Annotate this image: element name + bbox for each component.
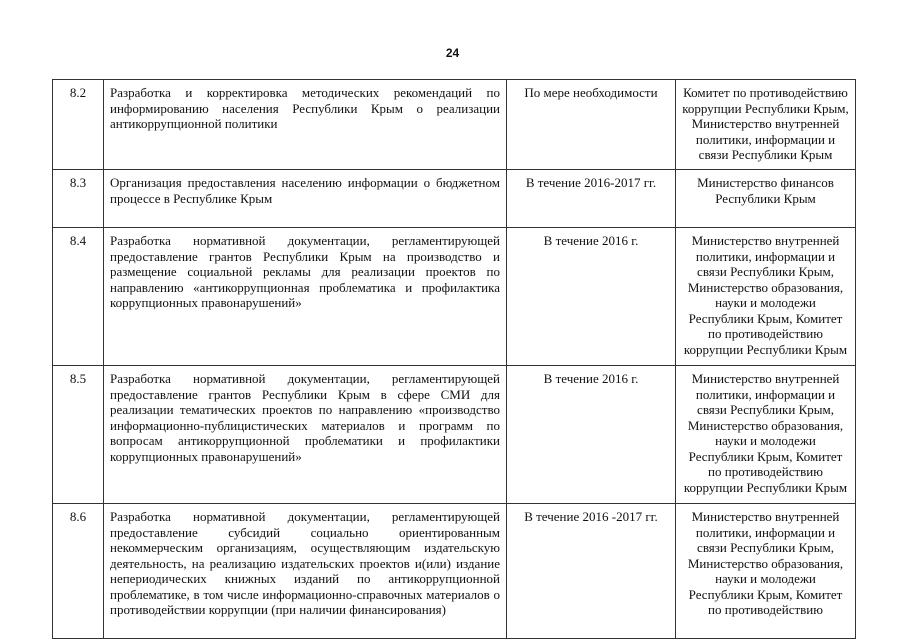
responsible-executors: Министерство внутренней политики, информации и связи Республики Крым, Министерство образования, науки и молодежи Республики Крым, Комитет по противодействию <box>676 504 856 639</box>
execution-term: В течение 2016 г. <box>507 228 676 366</box>
item-number: 8.5 <box>53 366 104 504</box>
measure-description: Разработка нормативной документации, регламентирующей предоставление грантов Республики Крым в сфере СМИ для реализации тематических проектов по направлению «производство информационно-публицистических материалов и программ по вопросам антикоррупционной проблематики и профилактики коррупционных правонарушений» <box>104 366 507 504</box>
execution-term: В течение 2016 г. <box>507 366 676 504</box>
responsible-executors: Министерство внутренней политики, информации и связи Республики Крым, Министерство образования, науки и молодежи Республики Крым, Комитет по противодействию коррупции Республики Крым <box>676 228 856 366</box>
table-row <box>53 504 856 639</box>
table-row <box>53 170 856 228</box>
measure-description: Разработка и корректировка методических рекомендаций по информированию населения Республики Крым о реализации антикоррупционной политики <box>104 80 507 170</box>
execution-term: В течение 2016-2017 гг. <box>507 170 676 228</box>
measure-description: Разработка нормативной документации, регламентирующей предоставление грантов Республики Крым на производство и размещение социальной рекламы для реализации проектов по направлению «антикоррупционная проблематика и профилактика коррупционных правонарушений» <box>104 228 507 366</box>
table-row <box>53 366 856 504</box>
execution-term: По мере необходимости <box>507 80 676 170</box>
table-row <box>53 228 856 366</box>
measures-table <box>52 79 856 639</box>
responsible-executors: Министерство финансов Республики Крым <box>676 170 856 228</box>
responsible-executors: Министерство внутренней политики, информации и связи Республики Крым, Министерство образования, науки и молодежи Республики Крым, Комитет по противодействию коррупции Республики Крым <box>676 366 856 504</box>
item-number: 8.4 <box>53 228 104 366</box>
measure-description: Разработка нормативной документации, регламентирующей предоставление субсидий социально ориентированным некоммерческим организациям, осуществляющим издательскую деятельность, на реализацию издательских проектов и(или) издание непериодических книжных изданий по антикоррупционной проблематике, в том числе информационно-справочных материалов о противодействии коррупции (при наличии финансирования) <box>104 504 507 639</box>
table-row <box>53 80 856 170</box>
execution-term: В течение 2016 -2017 гг. <box>507 504 676 639</box>
measure-description: Организация предоставления населению информации о бюджетном процессе в Республике Крым <box>104 170 507 228</box>
responsible-executors: Комитет по противодействию коррупции Республики Крым, Министерство внутренней политики, информации и связи Республики Крым <box>676 80 856 170</box>
item-number: 8.2 <box>53 80 104 170</box>
item-number: 8.3 <box>53 170 104 228</box>
item-number: 8.6 <box>53 504 104 639</box>
page-number: 24 <box>445 46 460 60</box>
